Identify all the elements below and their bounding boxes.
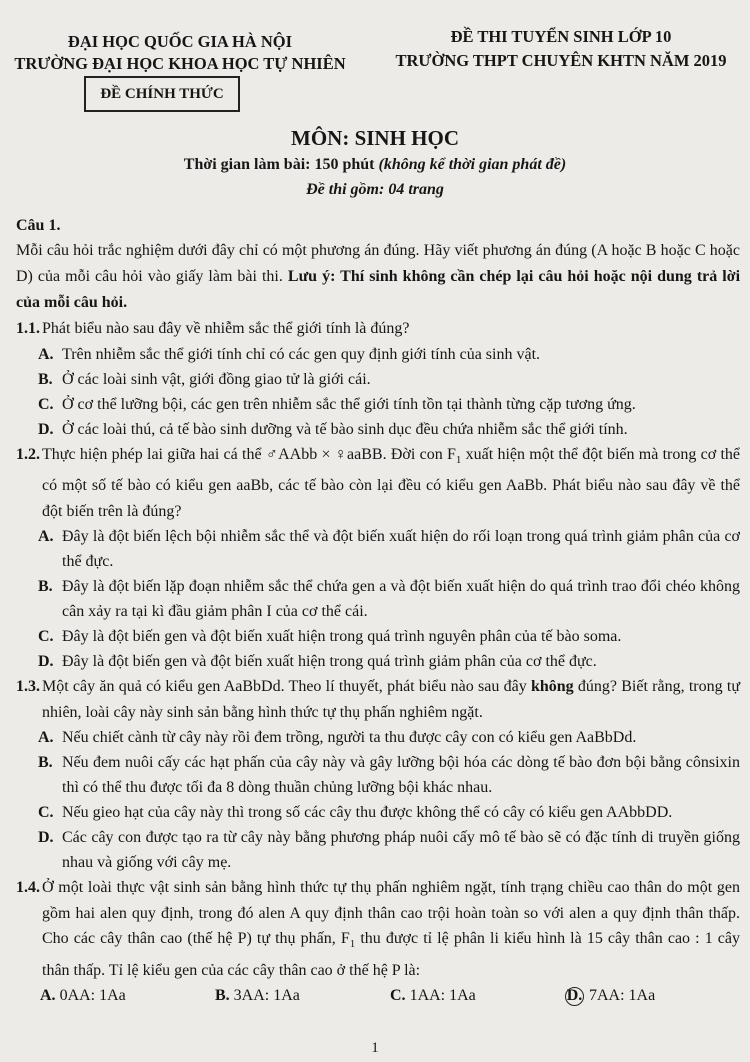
- time-info: [0, 156, 750, 174]
- exam-title: ĐỀ THI TUYỂN SINH LỚP 10: [450, 27, 672, 46]
- option-1-1-a: [16, 342, 740, 367]
- option-label: A.: [38, 345, 54, 363]
- option-1-4-a: [40, 983, 215, 1008]
- option-text: Nếu đem nuôi cấy các hạt phấn của cây này và gây lưỡng bội hóa các dòng tế bào đơn bội bằng cônsixin thì có thể thu được tối đa 8 dòng thuần chủng lưỡng bội khác nhau.: [62, 754, 740, 797]
- page-number: 1: [371, 1040, 379, 1056]
- instructions-text: Mỗi câu hỏi trắc nghiệm dưới đây chỉ có một phương án đúng. Hãy viết phương án đúng (A hoặc B hoặc C hoặc D) của mỗi câu hỏi vào giấy làm bài thi.: [16, 242, 740, 285]
- question-number: 1.1.: [16, 320, 40, 337]
- school-year-title: TRƯỜNG THPT CHUYÊN KHTN NĂM 2019: [395, 51, 727, 70]
- subscript: 1: [349, 938, 356, 951]
- option-label: A.: [40, 987, 56, 1005]
- option-label: D.: [38, 420, 54, 438]
- question-text: Một cây ăn quả có kiểu gen AaBbDd. Theo lí thuyết, phát biểu nào sau đây: [42, 678, 531, 696]
- option-label: C.: [38, 804, 54, 822]
- official-exam-stamp: ĐỀ CHÍNH THỨC: [84, 76, 240, 112]
- question-text-cont: xuất hiện một thể đột biến mà trong cơ thể có một số tế bào có kiểu gen aaBb, các tế bào còn lại đều có kiểu gen AaBb. Phát biểu nào sau đây về thể đột biến trên là đúng?: [42, 445, 741, 520]
- option-text: Đây là đột biến gen và đột biến xuất hiện trong quá trình nguyên phân của tế bào soma.: [62, 628, 622, 646]
- option-label: D.: [38, 653, 54, 671]
- instructions-note: Lưu ý: Thí sinh không cần chép lại câu hỏi hoặc nội dung trả lời của mỗi câu hỏi.: [16, 268, 741, 311]
- option-1-4-c: [390, 983, 565, 1008]
- option-1-2-a: [16, 524, 740, 574]
- subscript: 1: [455, 453, 462, 466]
- option-text: 1AA: 1Aa: [409, 987, 476, 1005]
- option-text: Đây là đột biến lặp đoạn nhiễm sắc thể chứa gen a và đột biến xuất hiện do quá trình trao đổi chéo không cân xảy ra tại kì đầu giảm phân I của cơ thể cái.: [62, 578, 740, 621]
- option-1-2-d: [16, 649, 740, 674]
- option-text: Nếu gieo hạt của cây này thì trong số các cây thu được không thể có cây có kiểu gen AAbbDD.: [62, 804, 673, 822]
- faculty-name: TRƯỜNG ĐẠI HỌC KHOA HỌC TỰ NHIÊN: [14, 54, 346, 73]
- university-name: ĐẠI HỌC QUỐC GIA HÀ NỘI: [67, 32, 293, 51]
- option-text: Ở các loài sinh vật, giới đồng giao tử là giới cái.: [62, 370, 371, 388]
- option-label: A.: [38, 528, 54, 546]
- page-count-note: Đề thi gồm: 04 trang: [306, 181, 444, 198]
- option-label-circled: D.: [566, 987, 583, 1005]
- option-1-3-c: [16, 800, 740, 825]
- options-1-4: [16, 983, 740, 1008]
- instructions: [16, 238, 740, 316]
- option-label: C.: [38, 395, 54, 413]
- option-1-4-b: [215, 983, 390, 1008]
- option-text: Đây là đột biến gen và đột biến xuất hiện trong quá trình giảm phân của cơ thể đực.: [62, 653, 597, 671]
- time-note: (không kể thời gian phát đề): [378, 156, 567, 173]
- question-1-4: [16, 875, 740, 983]
- question-text: Phát biểu nào sau đây về nhiễm sắc thể giới tính là đúng?: [42, 320, 410, 337]
- option-label: C.: [38, 628, 54, 646]
- question-number: 1.4.: [16, 879, 40, 897]
- option-1-3-d: [16, 825, 740, 875]
- question-emphasis: không: [530, 678, 574, 696]
- option-1-3-b: [16, 750, 740, 800]
- question-text-cont: thu được tỉ lệ phân li kiểu hình là 15 cây thân cao : 1 cây thân thấp. Tỉ lệ kiểu gen của các cây thân cao ở thế hệ P là:: [42, 930, 740, 979]
- option-text: Ở cơ thể lưỡng bội, các gen trên nhiễm sắc thể giới tính tồn tại thành từng cặp tương ứng.: [62, 395, 636, 413]
- question-text: Ở một loài thực vật sinh sản bằng hình thức tự thụ phấn nghiêm ngặt, tính trạng chiều cao thân do một gen gồm hai alen quy định, trong đó alen A quy định thân cao trội hoàn toàn so với alen a quy định thân thấp. Cho các cây thân cao (thế hệ P) tự thụ phấn, F: [42, 879, 740, 948]
- option-text: 3AA: 1Aa: [233, 987, 300, 1005]
- option-1-4-d: [565, 983, 740, 1008]
- option-label: B.: [38, 754, 53, 772]
- option-1-2-b: [16, 574, 740, 624]
- option-text: 0AA: 1Aa: [59, 987, 126, 1005]
- option-1-1-d: [16, 417, 740, 442]
- option-text: Đây là đột biến lệch bội nhiễm sắc thể và đột biến xuất hiện do rối loạn trong quá trình giảm phân của cơ thể đực.: [62, 528, 740, 571]
- option-label: B.: [38, 370, 53, 388]
- question-text-cont: đúng? Biết rằng, trong tự nhiên, loài cây này sinh sản bằng hình thức tự thụ phấn nghiêm ngặt.: [42, 678, 740, 721]
- exam-content: [16, 214, 740, 1008]
- option-1-3-a: [16, 725, 740, 750]
- option-1-1-c: [16, 392, 740, 417]
- option-label: D.: [38, 829, 54, 847]
- option-text: 7AA: 1Aa: [589, 987, 656, 1005]
- question-1-3: [16, 674, 740, 725]
- option-text: Các cây con được tạo ra từ cây này bằng phương pháp nuôi cấy mô tế bào sẽ có đặc tính di truyền giống nhau và giống với cây mẹ.: [62, 829, 740, 872]
- option-text: Nếu chiết cành từ cây này rồi đem trồng, người ta thu được cây con có kiểu gen AaBbDd.: [62, 729, 637, 747]
- option-text: Ở các loài thú, cả tế bào sinh dưỡng và tế bào sinh dục đều chứa nhiễm sắc thể giới tính.: [62, 420, 628, 438]
- subject-title: MÔN: SINH HỌC: [291, 126, 459, 150]
- option-label: A.: [38, 729, 54, 747]
- question-1-2: [16, 442, 740, 525]
- time-limit: Thời gian làm bài: 150 phút: [183, 156, 375, 173]
- option-text: Trên nhiễm sắc thể giới tính chỉ có các gen quy định giới tính của sinh vật.: [62, 345, 541, 363]
- question-number: 1.3.: [16, 678, 40, 696]
- option-label: C.: [390, 987, 406, 1005]
- option-1-1-b: [16, 367, 740, 392]
- question-number: 1.2.: [16, 445, 40, 463]
- question-text: Thực hiện phép lai giữa hai cá thể ♂AAbb × ♀aaBB. Đời con F: [42, 445, 456, 463]
- option-1-2-c: [16, 624, 740, 649]
- section-heading: Câu 1.: [16, 217, 61, 234]
- option-label: B.: [38, 578, 53, 596]
- question-1-1: [16, 316, 740, 342]
- option-label: B.: [215, 987, 230, 1005]
